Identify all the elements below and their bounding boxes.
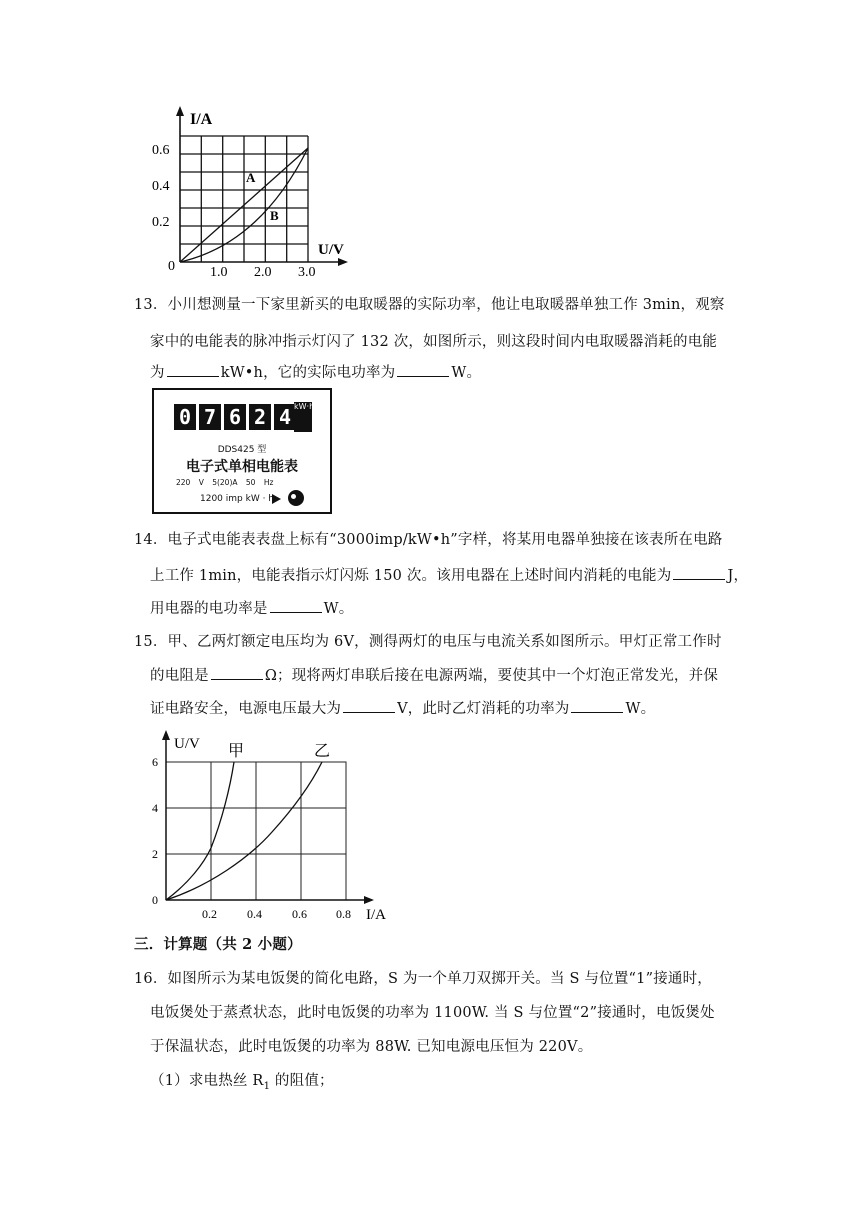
y-tick-label: 0.4 [152, 179, 170, 194]
q13-text: 为 [150, 365, 165, 381]
q16-line2: 电饭煲处于蒸煮状态，此时电饭煲的功率为 1100W. 当 S 与位置“2”接通时，电饭煲处 [150, 1005, 715, 1021]
subscript: 1 [263, 1080, 271, 1092]
x-axis-label: U/V [318, 242, 344, 258]
meter-digit: 6 [224, 404, 246, 430]
y-tick-label: 4 [152, 801, 158, 815]
q15-line2 [150, 664, 718, 685]
q15-text: 的电阻是 [150, 668, 209, 684]
answer-blank[interactable] [167, 364, 219, 377]
answer-blank[interactable] [571, 700, 623, 713]
origin-label: 0 [152, 893, 158, 907]
q14-text: 上工作 1min，电能表指示灯闪烁 150 次。该用电器在上述时间内消耗的电能为 [150, 568, 672, 584]
q16-sub1 [150, 1069, 334, 1092]
x-axis-arrow [338, 258, 348, 266]
q14-line1: 14．电子式电能表表盘上标有“3000imp/kW•h”字样，将某用电器单独接在该表所在电路 [134, 532, 723, 548]
q13-text: W。 [451, 365, 482, 381]
y-axis-label: U/V [174, 736, 200, 752]
meter-model: DDS425 型 [217, 445, 267, 455]
q16-sub1-text: （1）求电热丝 R [150, 1073, 264, 1089]
y-tick-label: 6 [152, 755, 158, 769]
answer-blank[interactable] [673, 567, 725, 580]
answer-blank[interactable] [397, 364, 449, 377]
q13-text: kW•h，它的实际电功率为 [220, 365, 396, 381]
curve-yi-label: 乙 [314, 743, 331, 760]
q15-text: W。 [625, 701, 656, 717]
y-axis-label: I/A [190, 111, 213, 128]
q15-text: V，此时乙灯消耗的功率为 [397, 701, 570, 717]
meter-unit: kW·h [294, 402, 312, 432]
x-tick-label: 0.8 [336, 907, 351, 921]
x-axis-arrow [364, 896, 374, 904]
x-tick-label: 0.6 [292, 907, 307, 921]
q16-line3: 于保温状态，此时电饭煲的功率为 88W. 已知电源电压恒为 220V。 [150, 1039, 593, 1055]
q16-sub1-text: 的阻值； [270, 1073, 334, 1089]
y-tick-label: 2 [152, 847, 158, 861]
arrow-icon [272, 494, 281, 504]
q14-line2 [150, 564, 748, 585]
meter-imp: 1200 imp kW · h [200, 494, 275, 504]
pulse-lamp-icon [288, 490, 304, 506]
y-axis-arrow [162, 730, 170, 740]
y-tick-label: 0.6 [152, 143, 170, 158]
q14-line3 [150, 597, 353, 618]
q15-line3 [150, 697, 655, 718]
x-tick-label: 1.0 [210, 265, 228, 279]
ui-graph [144, 728, 394, 924]
curve-a-label: A [246, 170, 256, 185]
section-heading: 三．计算题（共 2 小题） [134, 936, 302, 953]
q14-text: J， [727, 568, 749, 584]
meter-digits [174, 404, 296, 430]
q14-text: W。 [323, 601, 354, 617]
meter-specs: 220 V 5(20)A 50 Hz [176, 478, 274, 487]
x-tick-label: 0.4 [247, 907, 262, 921]
meter-digit: 7 [199, 404, 221, 430]
x-tick-label: 3.0 [298, 265, 316, 279]
meter-digit: 2 [249, 404, 271, 430]
q13-line3 [150, 361, 481, 382]
iu-graph [150, 104, 360, 279]
curve-jia-label: 甲 [228, 743, 245, 760]
q13-line1: 13．小川想测量一下家里新买的电取暖器的实际功率，他让电取暖器单独工作 3min，观察 [134, 297, 725, 313]
q14-text: 用电器的电功率是 [150, 601, 268, 617]
answer-blank[interactable] [343, 700, 395, 713]
q15-line1: 15．甲、乙两灯额定电压均为 6V，测得两灯的电压与电流关系如图所示。甲灯正常工作时 [134, 634, 722, 650]
meter-digit: 0 [174, 404, 196, 430]
answer-blank[interactable] [211, 667, 263, 680]
q15-text: 证电路安全，电源电压最大为 [150, 701, 342, 717]
y-axis-arrow [176, 106, 184, 116]
origin-label: 0 [168, 259, 175, 274]
x-tick-label: 2.0 [254, 265, 272, 279]
meter-digit: 4 [274, 404, 296, 430]
energy-meter-figure [152, 388, 332, 514]
curve-b-label: B [270, 208, 279, 223]
q15-text: Ω；现将两灯串联后接在电源两端，要使其中一个灯泡正常发光，并保 [264, 668, 719, 684]
answer-blank[interactable] [270, 600, 322, 613]
y-tick-label: 0.2 [152, 215, 170, 230]
q16-line1: 16．如图所示为某电饭煲的简化电路，S 为一个单刀双掷开关。当 S 与位置“1”接通时， [134, 971, 712, 987]
curve-jia [166, 762, 234, 900]
x-tick-label: 0.2 [202, 907, 217, 921]
x-axis-label: I/A [366, 907, 386, 923]
q13-line2: 家中的电能表的脉冲指示灯闪了 132 次，如图所示，则这段时间内电取暖器消耗的电能 [150, 334, 718, 350]
meter-name: 电子式单相电能表 [186, 459, 298, 475]
